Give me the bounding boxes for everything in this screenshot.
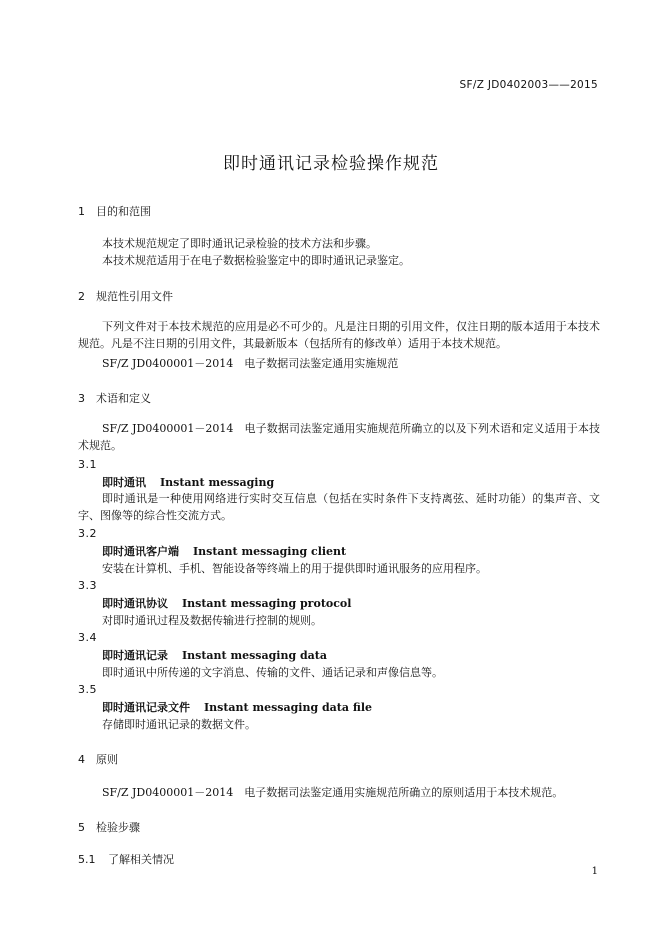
paragraph: 本技术规范适用于在电子数据检验鉴定中的即时通讯记录鉴定。 bbox=[102, 254, 410, 267]
term-heading bbox=[102, 474, 274, 490]
section-heading bbox=[78, 203, 151, 219]
section-heading bbox=[78, 751, 118, 767]
term-en: Instant messaging protocol bbox=[182, 597, 352, 610]
term-number: 3.5 bbox=[78, 683, 97, 696]
section-number: 2 bbox=[78, 290, 85, 303]
term-cn: 即时通讯记录 bbox=[102, 649, 168, 662]
section-title: 目的和范围 bbox=[96, 205, 151, 218]
term-cn: 即时通讯 bbox=[102, 476, 146, 489]
term-definition: 安装在计算机、手机、智能设备等终端上的用于提供即时通讯服务的应用程序。 bbox=[102, 562, 487, 575]
section-title: 原则 bbox=[96, 753, 118, 766]
reference-item: SF/Z JD0400001－2014 电子数据司法鉴定通用实施规范 bbox=[102, 357, 399, 370]
term-cn: 即时通讯记录文件 bbox=[102, 701, 190, 714]
subsection-number: 5.1 bbox=[78, 853, 96, 866]
term-definition: 对即时通讯过程及数据传输进行控制的规则。 bbox=[102, 614, 322, 627]
section-number: 5 bbox=[78, 821, 85, 834]
page-number: 1 bbox=[591, 866, 598, 877]
term-number: 3.2 bbox=[78, 527, 97, 540]
term-heading bbox=[102, 595, 351, 611]
subsection-title: 了解相关情况 bbox=[108, 853, 174, 866]
section-heading bbox=[78, 390, 151, 406]
section-title: 规范性引用文件 bbox=[96, 290, 173, 303]
term-number: 3.4 bbox=[78, 631, 97, 644]
section-number: 1 bbox=[78, 205, 85, 218]
section-heading bbox=[78, 819, 140, 835]
paragraph: 本技术规范规定了即时通讯记录检验的技术方法和步骤。 bbox=[102, 237, 377, 250]
term-number: 3.3 bbox=[78, 579, 97, 592]
paragraph: SF/Z JD0400001－2014 电子数据司法鉴定通用实施规范所确立的以及下列术语和定义适用于本技术规范。 bbox=[78, 422, 600, 452]
subsection-heading bbox=[78, 851, 174, 867]
paragraph: 下列文件对于本技术规范的应用是必不可少的。凡是注日期的引用文件，仅注日期的版本适用于本技术规范。凡是不注日期的引用文件，其最新版本（包括所有的修改单）适用于本技术规范。 bbox=[78, 320, 600, 350]
term-heading bbox=[102, 647, 327, 663]
term-en: Instant messaging data bbox=[182, 649, 328, 662]
term-heading bbox=[102, 699, 372, 715]
term-definition: 即时通讯中所传递的文字消息、传输的文件、通话记录和声像信息等。 bbox=[102, 666, 443, 679]
term-cn: 即时通讯协议 bbox=[102, 597, 168, 610]
term-en: Instant messaging data file bbox=[204, 701, 373, 714]
page-title: 即时通讯记录检验操作规范 bbox=[223, 154, 439, 174]
section-heading bbox=[78, 288, 173, 304]
term-definition: 即时通讯是一种使用网络进行实时交互信息（包括在实时条件下支持离弦、延时功能）的集声音、文字、图像等的综合性交流方式。 bbox=[78, 492, 600, 522]
standard-code: SF/Z JD0402003——2015 bbox=[459, 79, 598, 91]
section-title: 检验步骤 bbox=[96, 821, 140, 834]
term-cn: 即时通讯客户端 bbox=[102, 545, 179, 558]
term-definition: 存储即时通讯记录的数据文件。 bbox=[102, 718, 256, 731]
term-en: Instant messaging client bbox=[193, 545, 347, 558]
term-number: 3.1 bbox=[78, 458, 97, 471]
paragraph: SF/Z JD0400001－2014 电子数据司法鉴定通用实施规范所确立的原则适用于本技术规范。 bbox=[102, 786, 564, 799]
section-number: 4 bbox=[78, 753, 85, 766]
term-heading bbox=[102, 543, 346, 559]
term-en: Instant messaging bbox=[160, 476, 275, 489]
section-number: 3 bbox=[78, 392, 85, 405]
section-title: 术语和定义 bbox=[96, 392, 151, 405]
